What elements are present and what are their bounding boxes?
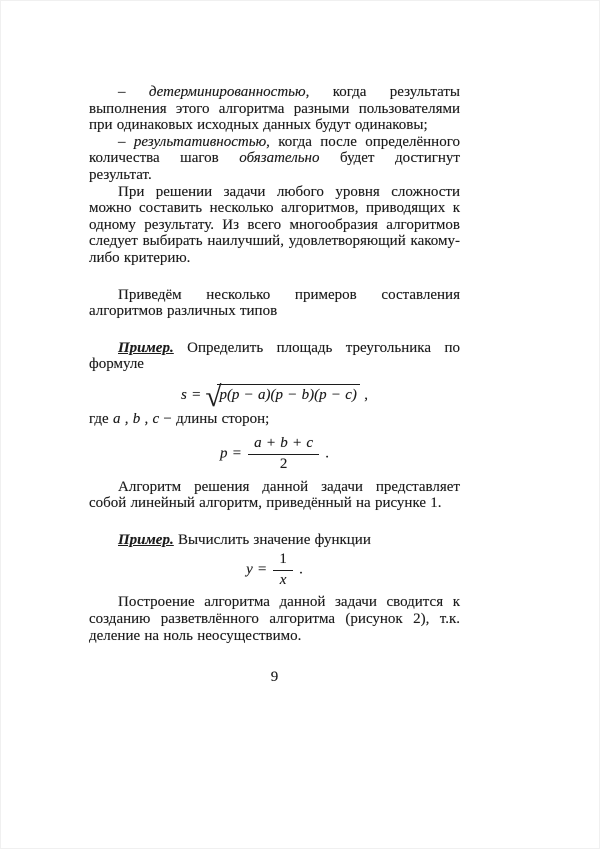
example-1-text: Определить площадь треугольника по формуле — [89, 339, 460, 373]
paragraph-linear-algorithm: Алгоритм решения данной задачи представляет собой линейный алгоритм, приведённый на рисунке 1. — [89, 478, 460, 512]
paragraph-branching-algorithm: Построение алгоритма данной задачи сводится к созданию разветвлённого алгоритма (рисунок 2), т.к. деление на ноль неосуществимо. — [89, 594, 460, 644]
formula-reciprocal-lhs: y = — [246, 561, 272, 578]
fraction-denominator: x — [279, 572, 287, 589]
page-body-text — [89, 84, 460, 644]
paragraph-multiple-algorithms: При решении задачи любого уровня сложности можно составить несколько алгоритмов, приводящих к одному результату. Из всего многообразия алгоритмов следует выбирать наилучший, удовлетворяющий какому-либо критерию. — [89, 183, 460, 266]
example-2-heading — [89, 532, 460, 549]
where-suffix: − длины сторон; — [159, 411, 270, 427]
formula-heron-radicand: p(p − a)(p − b)(p − c) — [217, 384, 360, 404]
formula-semiperimeter-lhs: p = — [219, 445, 247, 462]
paragraph-effectiveness-end: будет достигнут результат. — [89, 150, 460, 183]
formula-heron-lhs: s = — [181, 386, 206, 403]
where-clause — [89, 411, 460, 428]
fraction — [271, 551, 295, 589]
paragraph-effectiveness-text: , когда после определённого количества шагов — [89, 133, 460, 167]
paragraph-determinism — [89, 84, 460, 134]
paragraph-examples-intro: Приведём несколько примеров составления алгоритмов различных типов — [89, 286, 460, 320]
term-determinism: детерминированностью — [148, 84, 306, 100]
list-dash: – — [118, 133, 134, 150]
where-variables: a , b , c — [112, 411, 160, 427]
term-effectiveness: результативностью — [133, 133, 267, 150]
paragraph-effectiveness — [89, 134, 460, 184]
formula-heron-tail: , — [359, 386, 368, 403]
fraction — [246, 435, 321, 473]
fraction-numerator: a + b + c — [248, 435, 319, 455]
formula-semiperimeter — [89, 435, 460, 473]
emphasis-obligatory: обязательно — [239, 150, 320, 167]
page-number: 9 — [270, 669, 279, 685]
example-2-text: Вычислить значение функции — [173, 531, 371, 548]
formula-heron — [89, 381, 460, 414]
paragraph-determinism-text: , когда результаты выполнения этого алгоритма разными пользователями при одинаковых исходных данных будут одинаковы; — [89, 84, 460, 134]
fraction-denominator: 2 — [279, 455, 288, 472]
list-dash: – — [118, 84, 149, 100]
where-prefix: где — [89, 411, 113, 427]
formula-reciprocal-tail: . — [294, 561, 303, 578]
formula-semiperimeter-tail: . — [321, 445, 330, 462]
example-1-heading — [89, 340, 460, 373]
fraction-numerator: 1 — [273, 551, 293, 571]
radical-sign-icon: √ — [205, 381, 222, 414]
example-2-label: Пример. — [118, 531, 174, 548]
formula-reciprocal — [89, 551, 460, 589]
example-1-label: Пример. — [118, 339, 174, 356]
